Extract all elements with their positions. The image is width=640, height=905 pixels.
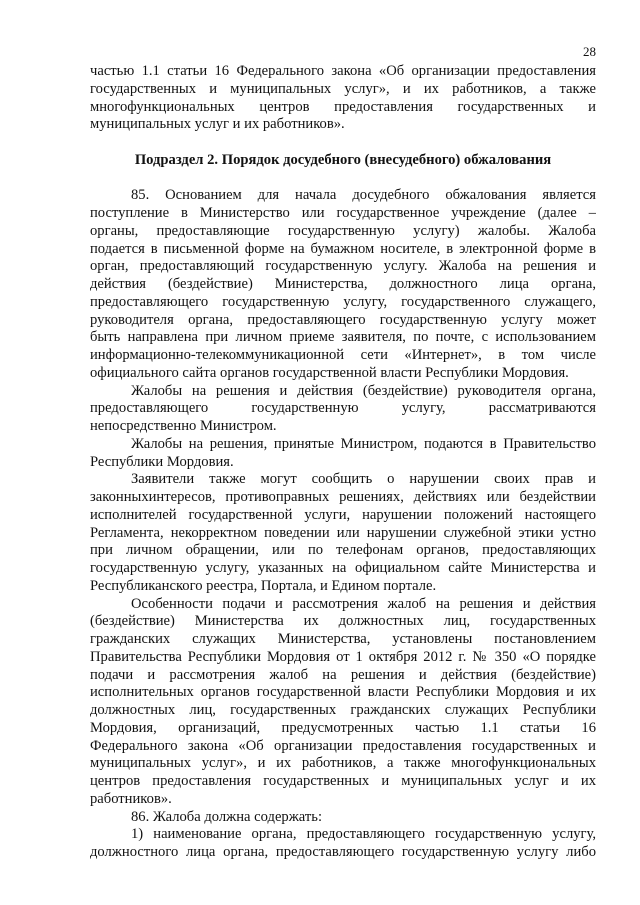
text-line: официального сайта органов государственной власти Республики Мордовия. <box>90 364 569 381</box>
text-line: органы, предоставляющие государственную услугу) жалобы. Жалоба <box>90 222 596 239</box>
text-line: государственную услугу, указанных на официальном сайте Министерства и <box>90 560 596 576</box>
spacer <box>90 134 596 152</box>
text-line: подается в письменной форме на бумажном носителе, в электронной форме в <box>90 240 596 257</box>
text-line: муниципальных услуг и их работников». <box>90 116 345 133</box>
text-line: Мордовия, организаций, предусмотренных частью 1.1 статьи 16 <box>90 719 596 736</box>
text-line: работников». <box>90 790 172 807</box>
text-line: частью 1.1 статьи 16 Федерального закона «Об организации предоставления <box>90 63 596 79</box>
text-line: законныхинтересов, противоправных решениях, действиях или бездействии <box>90 489 596 505</box>
text-line: многофункциональных центров предоставления государственных и <box>90 98 596 115</box>
text-line: Республиканского реестра, Портала, и Едином портале. <box>90 577 437 594</box>
page-number: 28 <box>583 44 596 59</box>
text-line: при личном обращении, или по телефонам органов, предоставляющих <box>90 542 596 559</box>
paragraph <box>90 383 596 436</box>
text-line: исполнительных органов государственной власти Республики Мордовия и их <box>90 684 596 701</box>
text-line: Федерального закона «Об организации предоставления государственных и <box>90 737 596 754</box>
text-line: Жалобы на решения, принятые Министром, подаются в Правительство <box>131 435 596 452</box>
paragraph <box>90 187 596 382</box>
text-line: центров предоставления государственных и муниципальных услуг и их <box>90 773 596 789</box>
text-line: предоставляющего государственную услугу, государственного служащего, <box>90 293 596 310</box>
text-line: предоставляющего государственную услугу, рассматриваются <box>90 400 596 417</box>
text-line: Заявители также могут сообщить о нарушении своих прав и <box>131 471 596 488</box>
text-line: должностных лиц, государственных гражданских служащих Республики <box>90 702 596 718</box>
paragraph <box>90 809 596 827</box>
paragraph <box>90 436 596 472</box>
text-line: Жалобы на решения и действия (бездействие) руководителя органа, <box>131 382 596 399</box>
text-line: орган, предоставляющий государственную услугу. Жалоба на решения и <box>90 258 596 275</box>
text-line: (бездействие) Министерства их должностных лиц, государственных <box>90 613 596 630</box>
text-line: руководителя органа, предоставляющего государственную услугу может <box>90 311 596 328</box>
text-line: муниципальных услуг», и их работников, а также многофункциональных <box>90 755 596 772</box>
text-line: Республики Мордовия. <box>90 453 234 470</box>
spacer <box>90 170 596 188</box>
text-line: 1) наименование органа, предоставляющего государственную услугу, <box>131 826 596 843</box>
text-line: исполнителей государственной услуги, нарушении положений настоящего <box>90 506 596 523</box>
text-line: действия (бездействие) Министерства, должностного лица органа, <box>90 276 596 292</box>
text-line: Особенности подачи и рассмотрения жалоб на решения и действия <box>131 595 596 612</box>
text-line: гражданских служащих Министерства, установлены постановлением <box>90 631 596 647</box>
text-line: непосредственно Министром. <box>90 418 277 434</box>
paragraph <box>90 471 596 595</box>
paragraph <box>90 826 596 862</box>
text-line: Правительства Республики Мордовия от 1 октября 2012 г. № 350 «О порядке <box>90 648 596 665</box>
paragraph <box>90 63 596 134</box>
text-line: поступление в Министерство или государственное учреждение (далее – <box>90 205 596 221</box>
section-heading <box>90 152 596 170</box>
text-line: Подраздел 2. Порядок досудебного (внесудебного) обжалования <box>134 151 552 168</box>
text-line: информационно-телекоммуникационной сети «Интернет», в том числе <box>90 347 596 363</box>
text-line: государственных и муниципальных услуг», и их работников, а также <box>90 80 596 97</box>
text-line: подачи и рассмотрения жалоб на решения и действия (бездействие) <box>90 666 596 683</box>
text-line: 85. Основанием для начала досудебного обжалования является <box>131 187 596 204</box>
document-body <box>90 63 596 862</box>
text-line: должностного лица органа, предоставляющего государственную услугу либо <box>90 844 596 860</box>
paragraph <box>90 596 596 809</box>
text-line: быть направлена при личном приеме заявителя, по почте, с использованием <box>90 329 596 346</box>
text-line: Регламента, некорректном поведении или нарушении служебной этики устно <box>90 524 596 541</box>
text-line: 86. Жалоба должна содержать: <box>131 808 322 825</box>
